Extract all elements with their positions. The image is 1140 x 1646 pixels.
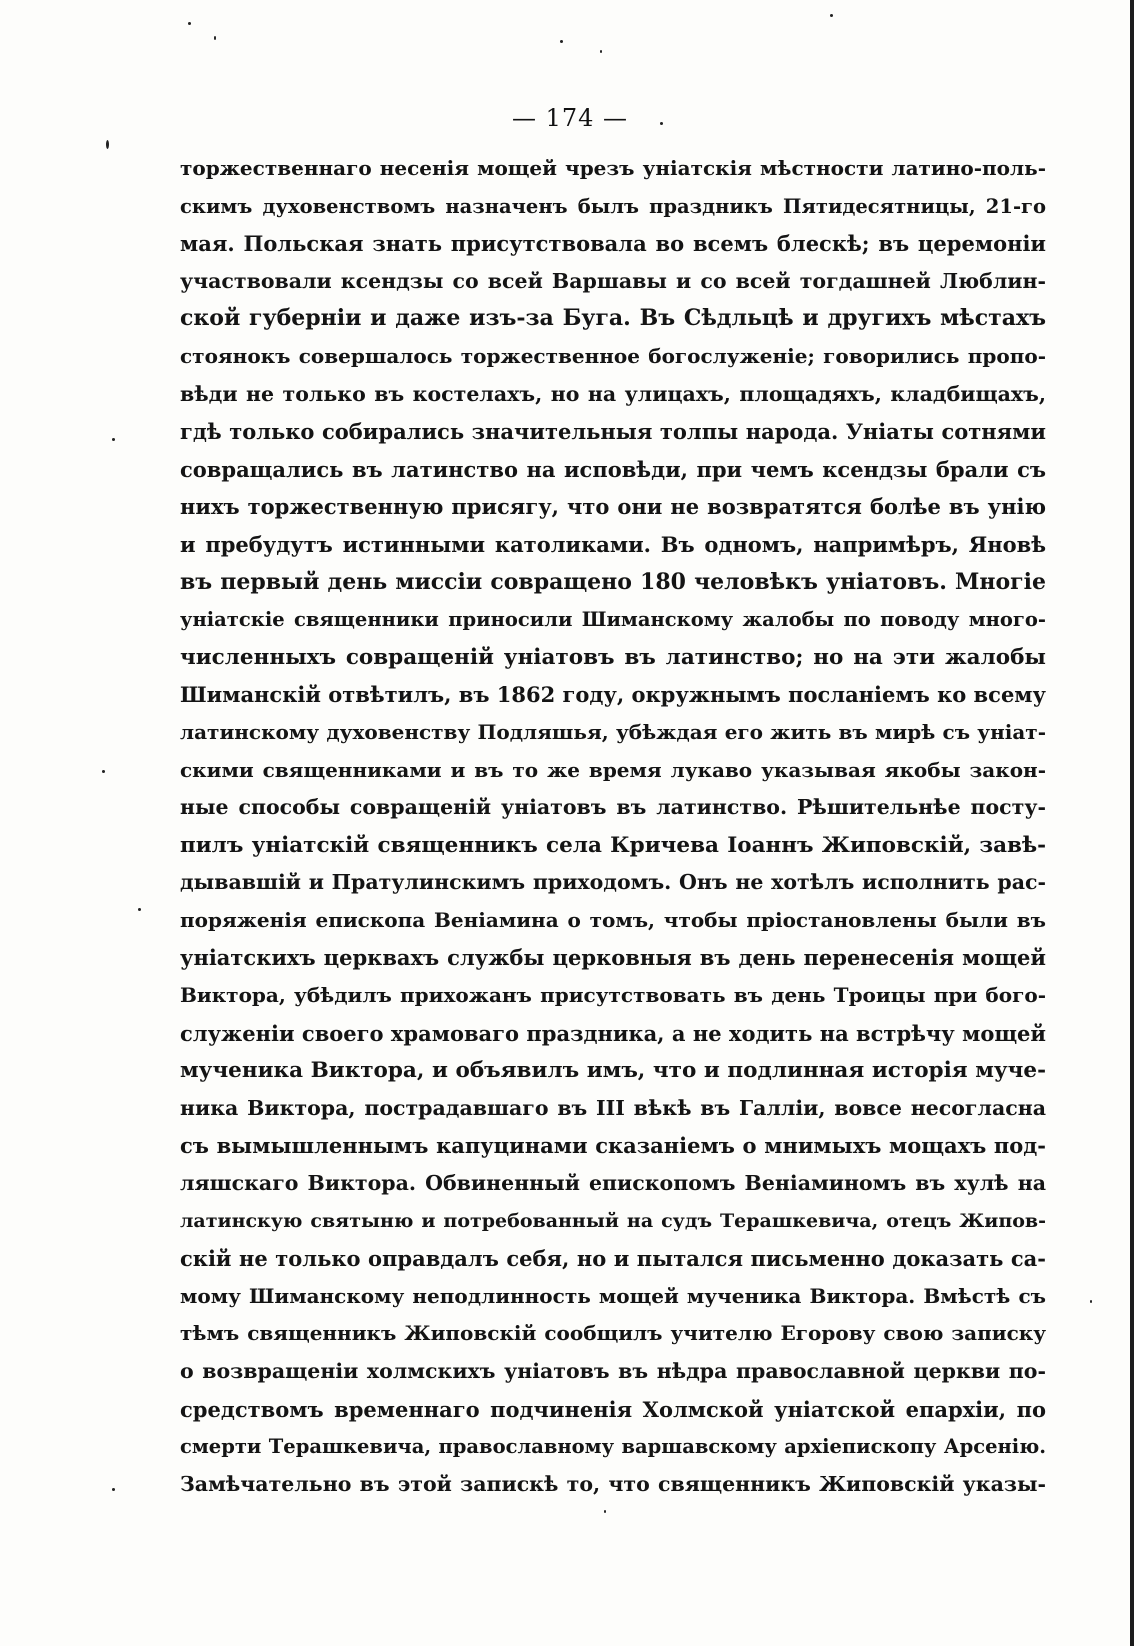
text-line: уніатскихъ церквахъ службы церковныя въ день перенесенія мощей xyxy=(180,945,1046,971)
scan-speck xyxy=(112,1488,115,1491)
text-line: Замѣчательно въ этой запискѣ то, что священникъ Жиповскій указы- xyxy=(180,1471,1046,1496)
page-edge-shadow xyxy=(1130,0,1134,1646)
text-line: мученика Виктора, и объявилъ имъ, что и подлинная исторія муче- xyxy=(180,1058,1046,1084)
text-line: съ вымышленнымъ капуцинами сказаніемъ о мнимыхъ мощахъ под- xyxy=(180,1133,1046,1159)
text-line: ника Виктора, пострадавшаго въ III вѣкѣ въ Галліи, вовсе несогласна xyxy=(180,1095,1046,1120)
text-line: нихъ торжественную присягу, что они не возвратятся болѣе въ унію xyxy=(180,494,1046,520)
scan-speck xyxy=(188,22,191,25)
text-line: тѣмъ священникъ Жиповскій сообщилъ учителю Егорову свою записку xyxy=(180,1321,1046,1346)
text-line: ляшскаго Виктора. Обвиненный епископомъ Веніаминомъ въ хулѣ на xyxy=(180,1171,1046,1196)
text-line: Шиманскій отвѣтилъ, въ 1862 году, окружнымъ посланіемъ ко всему xyxy=(180,682,1046,708)
text-line: мому Шиманскому неподлинность мощей мученика Виктора. Вмѣстѣ съ xyxy=(180,1283,1046,1308)
text-line: скимъ духовенствомъ назначенъ былъ праздникъ Пятидесятницы, 21-го xyxy=(180,194,1046,218)
scan-speck xyxy=(560,40,563,43)
text-line: ные способы совращеній уніатовъ въ латинство. Рѣшительнѣе посту- xyxy=(180,795,1046,820)
scan-speck xyxy=(112,438,115,441)
text-line: совращались въ латинство на исповѣди, при чемъ ксендзы брали съ xyxy=(180,456,1046,482)
text-line: служеніи своего храмоваго праздника, а не ходить на встрѣчу мощей xyxy=(180,1020,1046,1046)
text-line: Виктора, убѣдилъ прихожанъ присутствовать въ день Троицы при бого- xyxy=(180,983,1046,1008)
text-line: латинскую святыню и потребованный на судъ Терашкевича, отецъ Жипов- xyxy=(180,1209,1046,1232)
text-line: пилъ уніатскій священникъ села Кричева Іоаннъ Жиповскій, завѣ- xyxy=(180,832,1046,858)
text-line: дывавшій и Пратулинскимъ приходомъ. Онъ не хотѣлъ исполнить рас- xyxy=(180,870,1046,895)
text-line: уніатскіе священники приносили Шиманскому жалобы по поводу много- xyxy=(180,608,1046,632)
text-line: торжественнаго несенія мощей чрезъ уніатскія мѣстности латино-поль- xyxy=(180,156,1046,180)
scan-speck xyxy=(214,36,216,40)
body-text xyxy=(180,150,1046,1503)
page-number: — 174 — xyxy=(511,104,629,132)
scan-speck xyxy=(600,50,602,53)
text-line: ской губерніи и даже изъ-за Буга. Въ Сѣдльцѣ и другихъ мѣстахъ xyxy=(180,305,1046,332)
text-line: мая. Польская знать присутствовала во всемъ блескѣ; въ церемоніи xyxy=(180,231,1046,257)
scan-speck xyxy=(1090,1300,1092,1303)
text-line: латинскому духовенству Подляшья, убѣждая его жить въ мирѣ съ уніат- xyxy=(180,719,1046,744)
text-line: смерти Терашкевича, православному варшавскому архіепископу Арсенію. xyxy=(180,1435,1046,1459)
text-line: участвовали ксендзы со всей Варшавы и со всей тогдашней Люблин- xyxy=(180,268,1046,293)
scan-speck xyxy=(830,14,833,17)
scan-speck xyxy=(106,140,109,149)
text-line: стоянокъ совершалось торжественное богослуженіе; говорились пропо- xyxy=(180,343,1046,368)
text-line: скій не только оправдалъ себя, но и пытался письменно доказать са- xyxy=(180,1246,1046,1272)
text-line: средствомъ временнаго подчиненія Холмской уніатской епархіи, по xyxy=(180,1396,1046,1422)
text-line: въ первый день миссіи совращено 180 человѣкъ уніатовъ. Многіе xyxy=(180,568,1046,595)
scan-speck xyxy=(102,770,105,773)
text-line: поряженія епископа Веніамина о томъ, чтобы пріостановлены были въ xyxy=(180,907,1046,932)
text-line: и пребудутъ истинными католиками. Въ одномъ, напримѣръ, Яновѣ xyxy=(180,531,1046,557)
text-line: численныхъ совращеній уніатовъ въ латинство; но на эти жалобы xyxy=(180,644,1046,670)
text-line: скими священниками и въ то же время лукаво указывая якобы закон- xyxy=(180,757,1046,782)
text-line: о возвращеніи холмскихъ уніатовъ въ нѣдра православной церкви по- xyxy=(180,1359,1046,1383)
text-line: вѣди не только въ костелахъ, но на улицахъ, площадяхъ, кладбищахъ, xyxy=(180,381,1046,406)
scan-speck xyxy=(604,1510,606,1513)
text-line: гдѣ только собирались значительныя толпы народа. Уніаты сотнями xyxy=(180,419,1046,445)
scan-speck xyxy=(138,908,141,911)
